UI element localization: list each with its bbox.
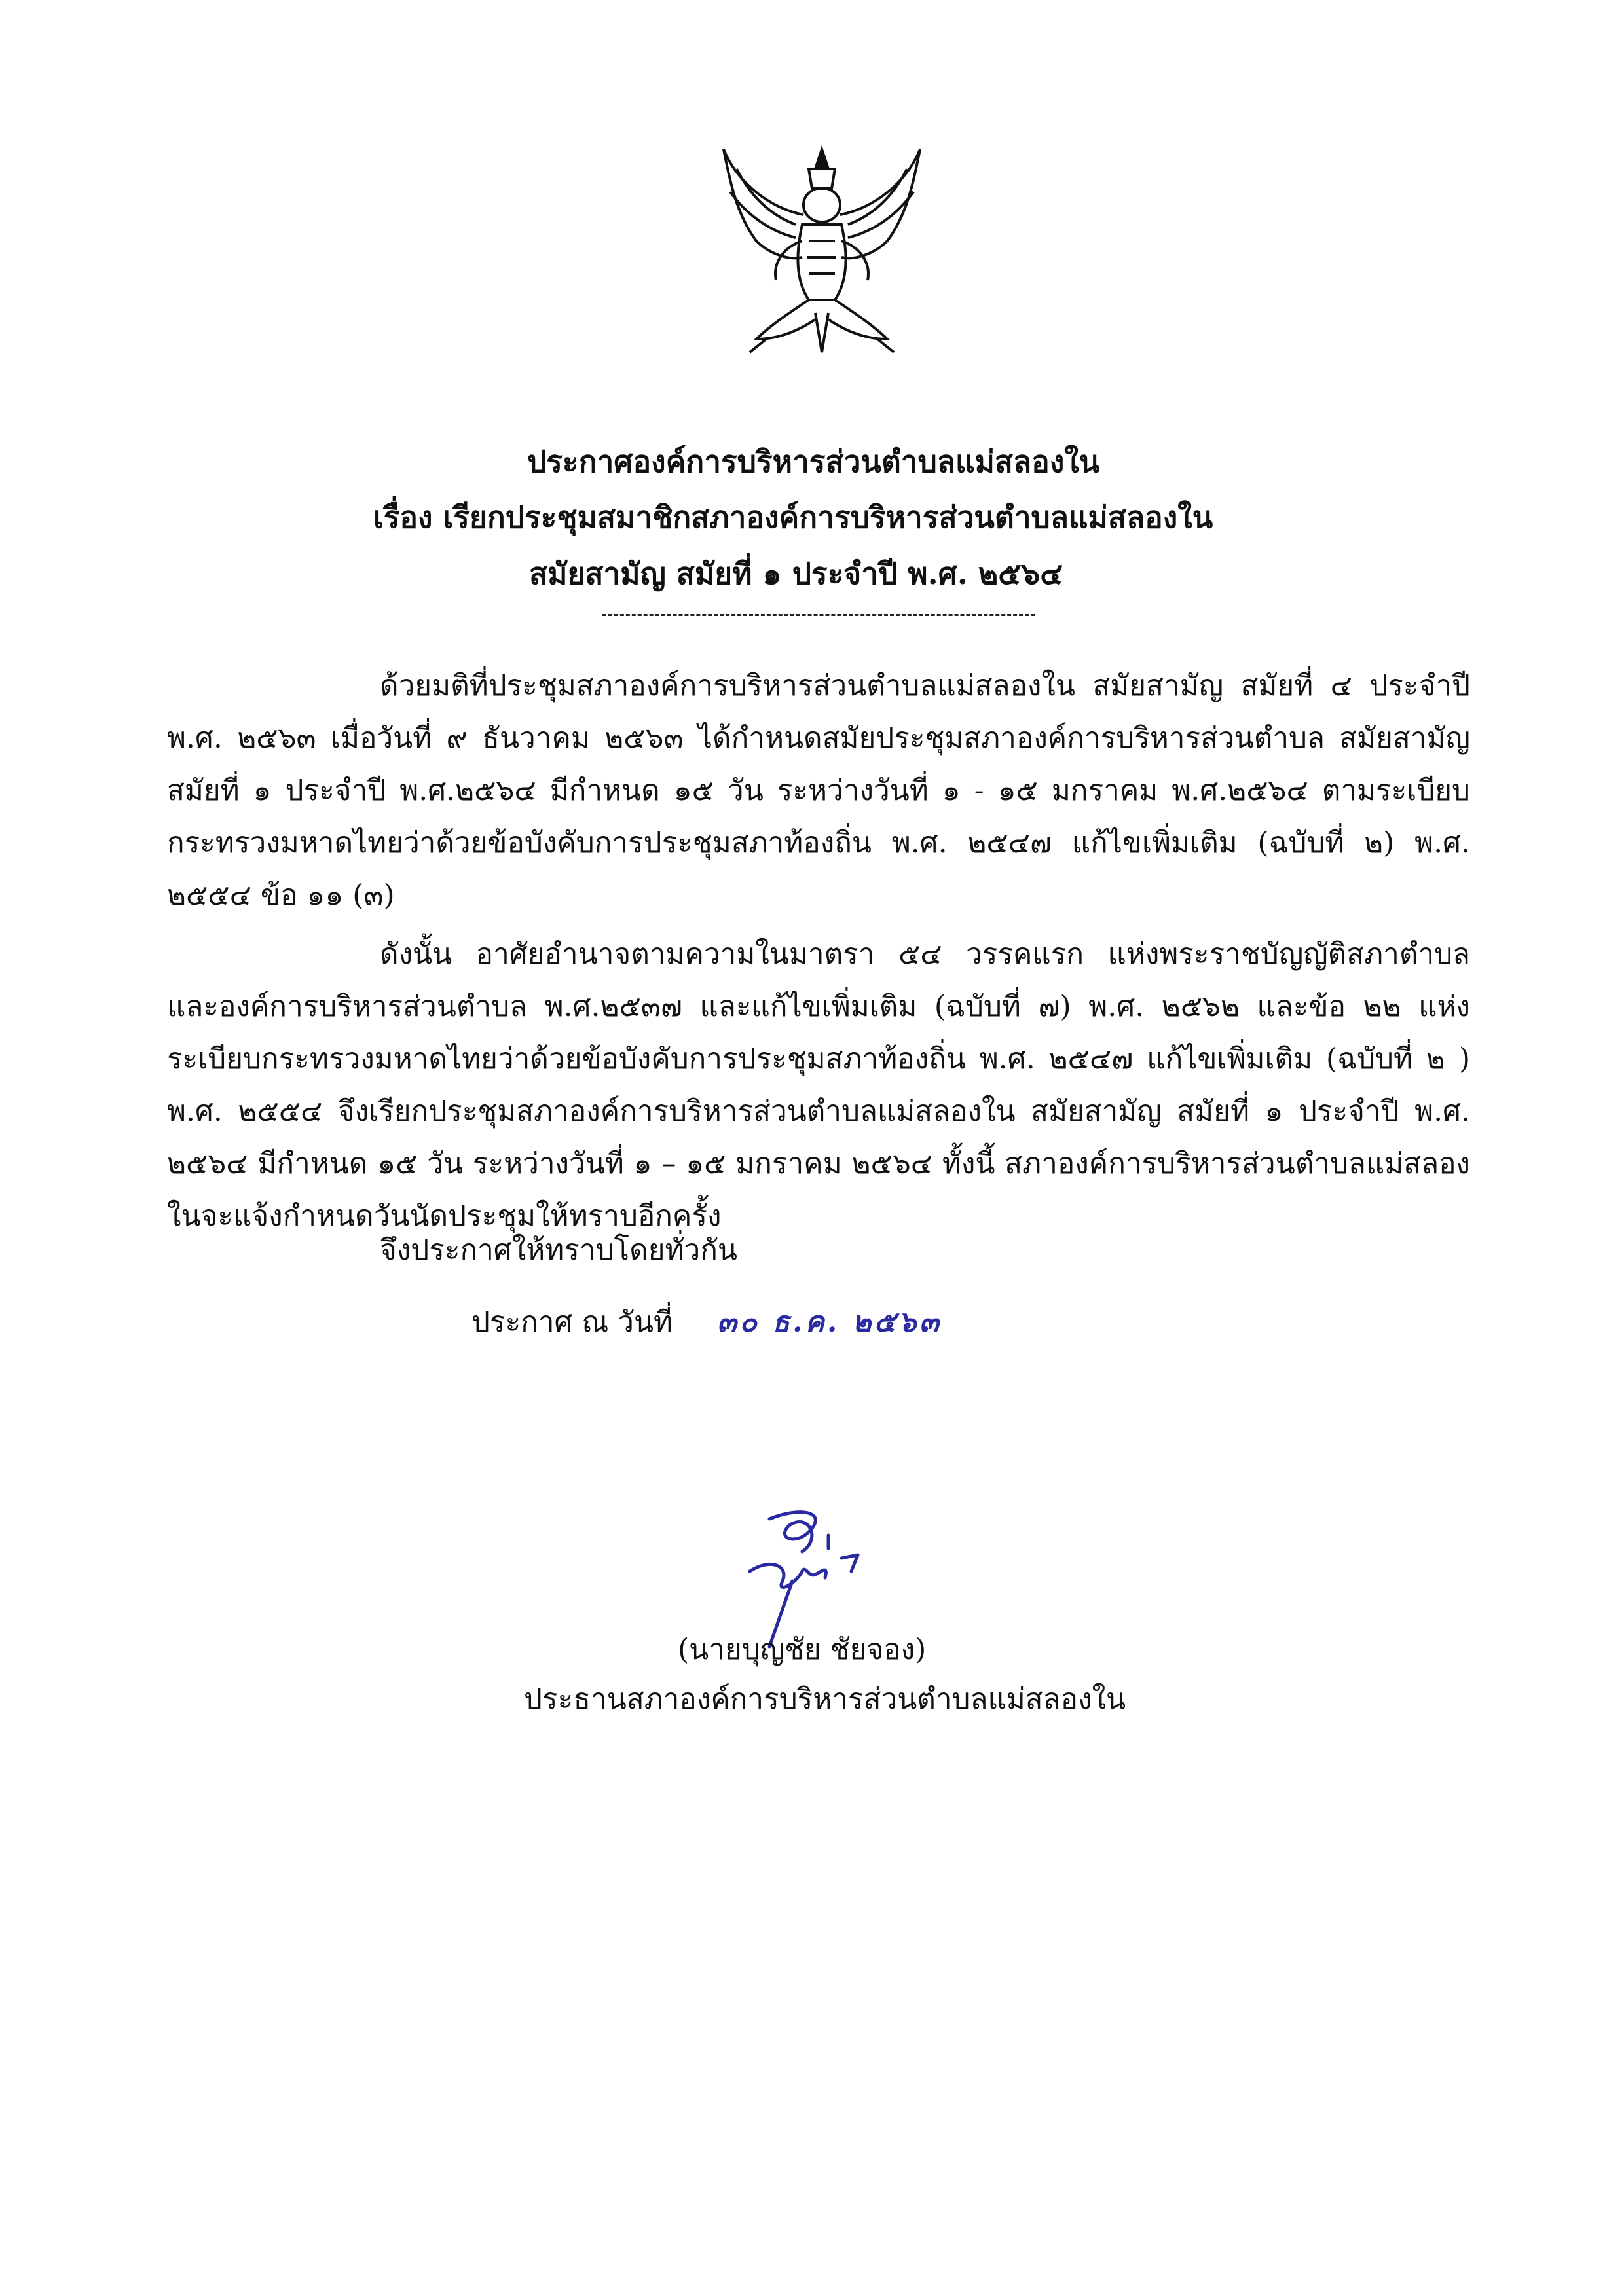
garuda-emblem-icon — [710, 143, 933, 359]
announcement-subject: เรื่อง เรียกประชุมสมาชิกสภาองค์การบริหารส่วนตำบลแม่สลองใน — [373, 500, 1213, 535]
announcement-title: ประกาศองค์การบริหารส่วนตำบลแม่สลองใน — [527, 444, 1100, 479]
announce-date-stamp: ๓๐ ธ.ค. ๒๕๖๓ — [717, 1305, 942, 1339]
handwritten-signature-icon — [730, 1499, 887, 1650]
title-divider — [602, 614, 1035, 616]
body-paragraph-2: ดังนั้น อาศัยอำนาจตามความในมาตรา ๕๔ วรรคแรก แห่งพระราชบัญญัติสภาตำบล และองค์การบริหารส่วนตำบล พ.ศ.๒๕๓๗ และแก้ไขเพิ่มเติม (ฉบับที่ ๗) พ.ศ. ๒๕๖๒ และข้อ ๒๒ แห่งระเบียบกระทรวงมหาดไทยว่าด้วยข้อบังคับการประชุมสภาท้องถิ่น พ.ศ. ๒๕๔๗ แก้ไขเพิ่มเติม (ฉบับที่ ๒ ) พ.ศ. ๒๕๕๔ จึงเรียกประชุมสภาองค์การบริหารส่วนตำบลแม่สลองใน สมัยสามัญ สมัยที่ ๑ ประจำปี พ.ศ. ๒๕๖๔ มีกำหนด ๑๕ วัน ระหว่างวันที่ ๑ – ๑๕ มกราคม ๒๕๖๔ ทั้งนี้ สภาองค์การบริหารส่วนตำบลแม่สลองในจะแจ้งกำหนดวันนัดประชุมให้ทราบอีกครั้ง — [167, 938, 1470, 1233]
closing-statement: จึงประกาศให้ทราบโดยทั่วกัน — [380, 1233, 737, 1267]
body-paragraph-1: ด้วยมติที่ประชุมสภาองค์การบริหารส่วนตำบลแม่สลองใน สมัยสามัญ สมัยที่ ๔ ประจำปี พ.ศ. ๒๕๖๓ เมื่อวันที่ ๙ ธันวาคม ๒๕๖๓ ได้กำหนดสมัยประชุมสภาองค์การบริหารส่วนตำบล สมัยสามัญ สมัยที่ ๑ ประจำปี พ.ศ.๒๕๖๔ มีกำหนด ๑๕ วัน ระหว่างวันที่ ๑ - ๑๕ มกราคม พ.ศ.๒๕๖๔ ตามระเบียบกระทรวงมหาดไทยว่าด้วยข้อบังคับการประชุมสภาท้องถิ่น พ.ศ. ๒๕๔๗ แก้ไขเพิ่มเติม (ฉบับที่ ๒) พ.ศ. ๒๕๕๔ ข้อ ๑๑ (๓) — [167, 669, 1470, 912]
signer-position: ประธานสภาองค์การบริหารส่วนตำบลแม่สลองใน — [524, 1683, 1126, 1716]
announcement-session: สมัยสามัญ สมัยที่ ๑ ประจำปี พ.ศ. ๒๕๖๔ — [529, 556, 1063, 591]
signer-name: (นายบุญชัย ชัยจอง) — [678, 1633, 927, 1666]
announce-date-label: ประกาศ ณ วันที่ — [471, 1305, 673, 1339]
